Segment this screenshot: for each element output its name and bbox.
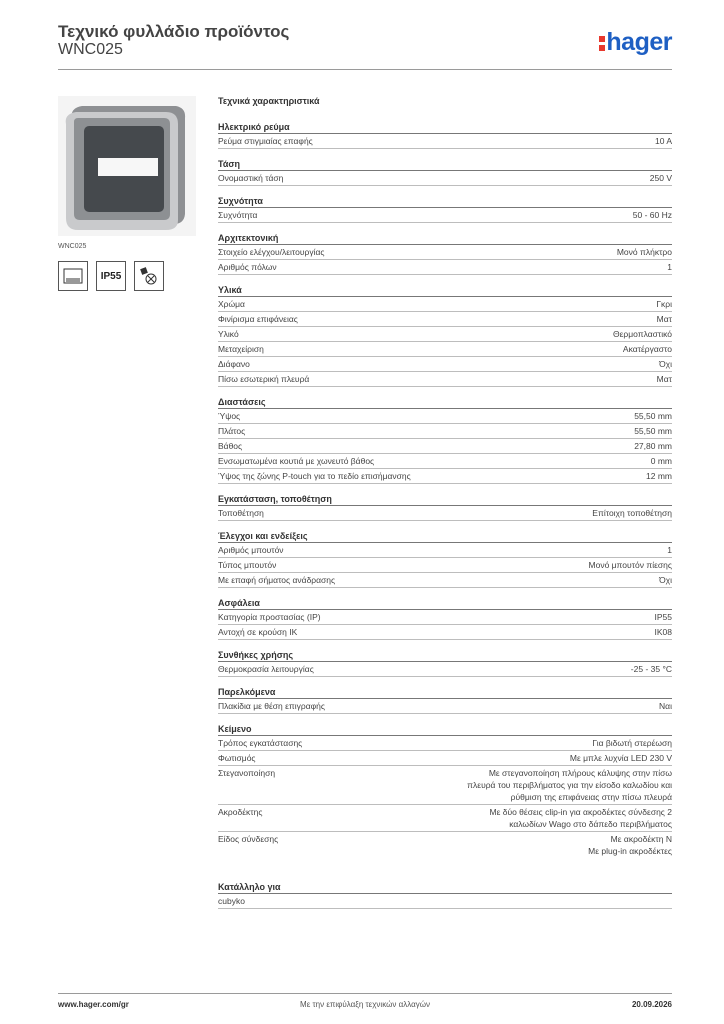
spec-row bbox=[218, 736, 672, 751]
footer-website[interactable]: www.hager.com/gr bbox=[58, 1000, 129, 1009]
spec-label: Στεγανοποίηση bbox=[218, 768, 276, 778]
spec-label: Τοποθέτηση bbox=[218, 508, 264, 518]
spec-label: Φινίρισμα επιφάνειας bbox=[218, 314, 298, 324]
spec-value: Ναι bbox=[659, 701, 672, 711]
page-header bbox=[58, 20, 672, 70]
section-spacer bbox=[218, 867, 672, 881]
spec-row bbox=[218, 625, 672, 640]
spec-value: Επίτοιχη τοποθέτηση bbox=[592, 508, 672, 518]
spec-row bbox=[218, 208, 672, 223]
spec-label: Με επαφή σήματος ανάδρασης bbox=[218, 575, 336, 585]
spec-section bbox=[218, 284, 672, 387]
spec-value: 1 bbox=[667, 262, 672, 272]
spec-value: Ματ bbox=[656, 314, 672, 324]
spec-value: 55,50 mm bbox=[634, 411, 672, 421]
spec-value: 1 bbox=[667, 545, 672, 555]
spec-row bbox=[218, 662, 672, 677]
spec-row bbox=[218, 543, 672, 558]
spec-label: Αριθμός μπουτόν bbox=[218, 545, 284, 555]
spec-row bbox=[218, 260, 672, 275]
spec-section bbox=[218, 158, 672, 186]
led-light-icon bbox=[134, 261, 164, 291]
spec-section bbox=[218, 649, 672, 677]
product-icons bbox=[58, 261, 164, 291]
specs-title: Τεχνικά χαρακτηριστικά bbox=[218, 96, 320, 106]
spec-label: Ακροδέκτης bbox=[218, 807, 263, 817]
spec-row bbox=[218, 894, 672, 909]
section-title: Αρχιτεκτονική bbox=[218, 232, 672, 245]
spec-label: Βάθος bbox=[218, 441, 243, 451]
spec-label: Ύψος της ζώνης P-touch για το πεδίο επισήμανσης bbox=[218, 471, 411, 481]
spec-label: Διάφανο bbox=[218, 359, 250, 369]
spec-value: 10 A bbox=[654, 136, 672, 146]
spec-value: 55,50 mm bbox=[634, 426, 672, 436]
spec-value: Όχι bbox=[659, 575, 672, 585]
spec-value: Με στεγανοποίηση πλήρους κάλυψης στην πίσω πλευρά του περιβλήματος για την είσοδο καλωδίου και ρύθμιση της επιφάνειας στην πίσω πλευρά bbox=[467, 768, 672, 802]
spec-value: 0 mm bbox=[650, 456, 672, 466]
logo-text: hager bbox=[606, 28, 672, 56]
spec-row bbox=[218, 372, 672, 387]
section-title: Τάση bbox=[218, 158, 672, 171]
spec-label: Αριθμός πόλων bbox=[218, 262, 277, 272]
spec-label: Φωτισμός bbox=[218, 753, 256, 763]
spec-row bbox=[218, 751, 672, 766]
flush-mount-icon bbox=[58, 261, 88, 291]
spec-label: Μεταχείριση bbox=[218, 344, 264, 354]
spec-row bbox=[218, 573, 672, 588]
spec-value: -25 - 35 °C bbox=[630, 664, 672, 674]
spec-row bbox=[218, 171, 672, 186]
spec-label: Πλακίδια με θέση επιγραφής bbox=[218, 701, 325, 711]
spec-section bbox=[218, 195, 672, 223]
spec-label: Κατηγορία προστασίας (IP) bbox=[218, 612, 321, 622]
logo-mark-icon bbox=[599, 34, 605, 51]
spec-section bbox=[218, 396, 672, 484]
spec-sections bbox=[218, 121, 672, 909]
spec-value: Όχι bbox=[659, 359, 672, 369]
section-title: Έλεγχοι και ενδείξεις bbox=[218, 530, 672, 543]
spec-row bbox=[218, 699, 672, 714]
section-title: Κατάλληλο για bbox=[218, 881, 672, 894]
spec-value: 250 V bbox=[649, 173, 672, 183]
spec-row bbox=[218, 134, 672, 149]
spec-value: Μονό μπουτόν πίεσης bbox=[588, 560, 672, 570]
spec-row bbox=[218, 245, 672, 260]
spec-value: Ακατέργαστο bbox=[622, 344, 672, 354]
spec-value: Θερμοπλαστικό bbox=[612, 329, 672, 339]
spec-value: IP55 bbox=[654, 612, 672, 622]
spec-label: Πίσω εσωτερική πλευρά bbox=[218, 374, 310, 384]
section-title: Εγκατάσταση, τοποθέτηση bbox=[218, 493, 672, 506]
spec-section bbox=[218, 232, 672, 275]
section-title: Παρελκόμενα bbox=[218, 686, 672, 699]
page-footer bbox=[58, 993, 672, 1011]
spec-section bbox=[218, 686, 672, 714]
spec-value: Για βιδωτή στερέωση bbox=[592, 738, 672, 748]
section-title: Συχνότητα bbox=[218, 195, 672, 208]
spec-label: cubyko bbox=[218, 896, 245, 906]
spec-label: Θερμοκρασία λειτουργίας bbox=[218, 664, 314, 674]
spec-label: Αντοχή σε κρούση IK bbox=[218, 627, 298, 637]
section-title: Συνθήκες χρήσης bbox=[218, 649, 672, 662]
section-title: Ηλεκτρικό ρεύμα bbox=[218, 121, 672, 134]
spec-row bbox=[218, 766, 672, 805]
spec-label: Στοιχείο ελέγχου/λειτουργίας bbox=[218, 247, 325, 257]
spec-row bbox=[218, 506, 672, 521]
spec-value: IK08 bbox=[654, 627, 672, 637]
spec-row bbox=[218, 558, 672, 573]
switch-illustration bbox=[58, 96, 196, 236]
section-title: Διαστάσεις bbox=[218, 396, 672, 409]
hager-logo bbox=[599, 28, 672, 57]
spec-label: Ονομαστική τάση bbox=[218, 173, 284, 183]
spec-value: 27,80 mm bbox=[634, 441, 672, 451]
spec-row bbox=[218, 312, 672, 327]
spec-row bbox=[218, 297, 672, 312]
footer-note: Με την επιφύλαξη τεχνικών αλλαγών bbox=[300, 1000, 430, 1009]
ip55-icon: IP55 bbox=[96, 261, 126, 291]
spec-label: Χρώμα bbox=[218, 299, 245, 309]
spec-row bbox=[218, 439, 672, 454]
spec-label: Τρόπος εγκατάστασης bbox=[218, 738, 303, 748]
spec-row bbox=[218, 357, 672, 372]
spec-label: Πλάτος bbox=[218, 426, 246, 436]
spec-row bbox=[218, 469, 672, 484]
spec-value: Μονό πλήκτρο bbox=[616, 247, 672, 257]
spec-section bbox=[218, 723, 672, 858]
spec-label: Ύψος bbox=[218, 411, 241, 421]
footer-date: 20.09.2026 bbox=[631, 1000, 672, 1009]
specifications-panel bbox=[218, 95, 672, 918]
product-code: WNC025 bbox=[58, 41, 123, 58]
spec-row bbox=[218, 342, 672, 357]
spec-label: Τύπος μπουτόν bbox=[218, 560, 277, 570]
spec-section bbox=[218, 867, 672, 909]
spec-value: Με ακροδέκτη N Με plug-in ακροδέκτες bbox=[588, 834, 672, 856]
spec-label: Ρεύμα στιγμιαίας επαφής bbox=[218, 136, 313, 146]
product-photo bbox=[58, 96, 196, 236]
spec-value: Με δύο θέσεις clip-in για ακροδέκτες σύνδεσης 2 καλωδίων Wago στο δάπεδο περιβλήματος bbox=[489, 807, 672, 829]
document-title: Τεχνικό φυλλάδιο προϊόντος bbox=[58, 22, 290, 41]
section-title: Ασφάλεια bbox=[218, 597, 672, 610]
spec-section bbox=[218, 530, 672, 588]
spec-row bbox=[218, 424, 672, 439]
spec-section bbox=[218, 121, 672, 149]
spec-value: Ματ bbox=[656, 374, 672, 384]
spec-value: Γκρι bbox=[656, 299, 672, 309]
spec-section bbox=[218, 493, 672, 521]
spec-row bbox=[218, 454, 672, 469]
spec-row bbox=[218, 409, 672, 424]
spec-row bbox=[218, 832, 672, 858]
spec-label: Συχνότητα bbox=[218, 210, 258, 220]
spec-label: Είδος σύνδεσης bbox=[218, 834, 279, 844]
spec-row bbox=[218, 805, 672, 832]
section-title: Υλικά bbox=[218, 284, 672, 297]
spec-row bbox=[218, 327, 672, 342]
spec-value: 50 - 60 Hz bbox=[632, 210, 672, 220]
spec-value: Με μπλε λυχνία LED 230 V bbox=[569, 753, 672, 763]
spec-row bbox=[218, 610, 672, 625]
spec-section bbox=[218, 597, 672, 640]
section-title: Κείμενο bbox=[218, 723, 672, 736]
spec-label: Υλικό bbox=[218, 329, 239, 339]
spec-label: Ενσωματωμένα κουτιά με χωνευτό βάθος bbox=[218, 456, 375, 466]
spec-value: 12 mm bbox=[646, 471, 672, 481]
product-caption: WNC025 bbox=[58, 243, 87, 250]
